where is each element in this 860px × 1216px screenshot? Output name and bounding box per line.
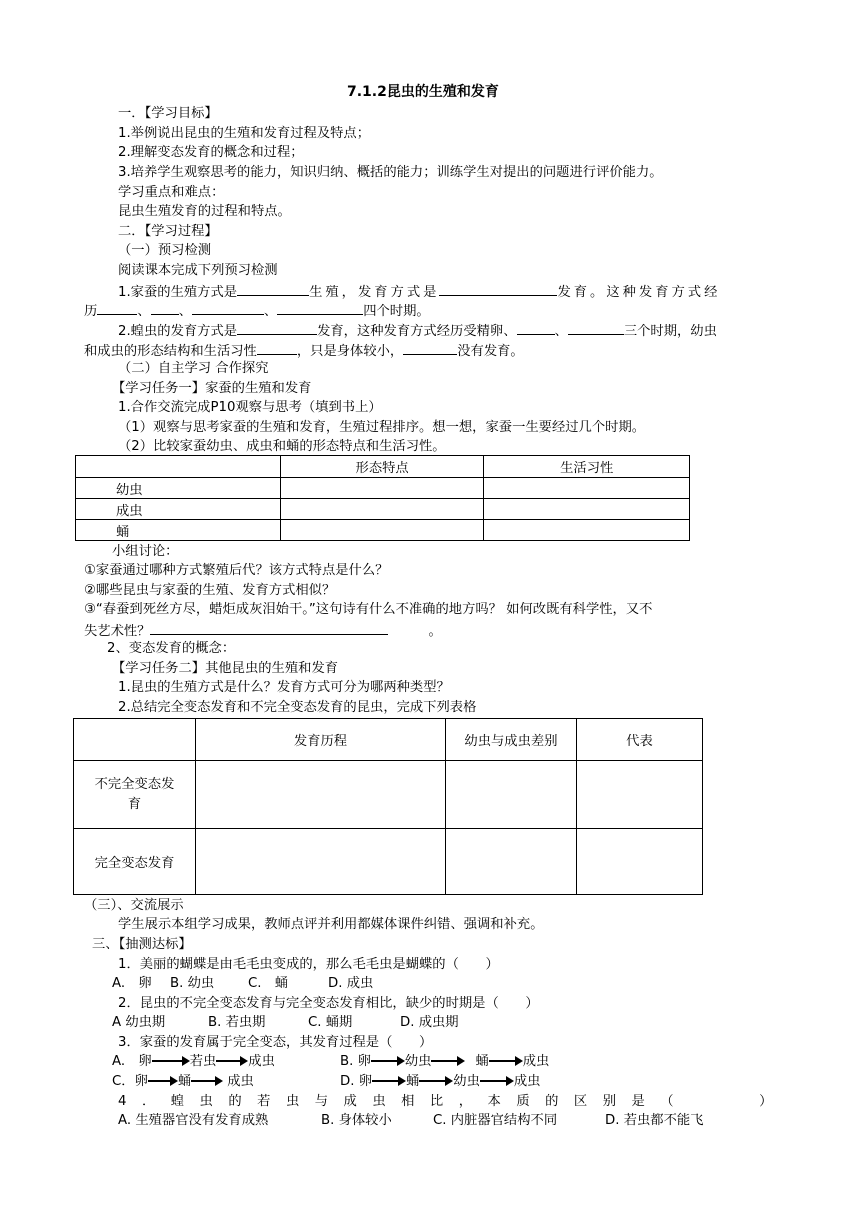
text: 。 [428,624,442,639]
text: 2.蝗虫的发育方式是 [118,324,238,339]
text: 若虫 [189,1054,217,1069]
text: 蛹 [177,1074,192,1089]
option-a[interactable]: A. 卵 [112,976,152,991]
task-1-item: （2）比较家蚕幼虫、成虫和蛹的形态特点和生活习性。 [118,439,446,454]
subsection-cooperative: （二）自主学习 合作探究 [118,361,269,376]
text: 蛹 [406,1074,420,1089]
metamorphosis-table [73,718,703,895]
table-header: 代表 [576,719,702,761]
text: 三个时期，幼虫 [623,324,717,339]
test-question-3: 3．家蚕的发育属于完全变态，其发育过程是（ ） [118,1035,433,1050]
table-cell[interactable] [445,829,576,895]
table-row-label: 完全变态发育 [74,829,196,895]
goal-item: 2.理解变态发育的概念和过程； [118,145,304,160]
table-header: 发育历程 [196,719,446,761]
table-cell[interactable] [280,499,484,520]
answer-blank[interactable] [568,320,624,335]
option-d[interactable]: D. 成虫期 [400,1015,459,1030]
answer-blank[interactable] [439,281,557,296]
test-question-4-options [118,1111,703,1130]
task-1-item: （1）观察与思考家蚕的生殖和发育，生殖过程排序。想一想，家蚕一生要经过几个时期。 [118,420,646,435]
goal-item: 1.举例说出昆虫的生殖和发育过程及特点； [118,126,371,141]
preview-question-1 [118,281,720,302]
answer-blank[interactable] [403,340,457,355]
option-d[interactable]: D. 成虫 [328,976,374,991]
text: 成虫 [522,1054,550,1069]
text: 和成虫的形态结构和生活习性 [84,344,257,359]
text: 蛹 [475,1054,489,1069]
text: 失艺术性？ [84,624,151,639]
test-question-3-option-b[interactable] [340,1052,549,1071]
table-header: 形态特点 [280,456,484,478]
test-question-1: 1．美丽的蝴蝶是由毛毛虫变成的，那么毛毛虫是蝴蝶的（ ） [118,957,499,972]
task-2-heading: 【学习任务二】其他昆虫的生殖和发育 [112,661,339,676]
answer-blank[interactable] [517,320,555,335]
section-heading-goals: 一．【学习目标】 [118,106,218,121]
table-cell[interactable] [445,761,576,829]
text: 、 [137,304,151,319]
option-c[interactable]: C. 蛹期 [308,1015,353,1030]
table-row-label: 蛹 [76,520,281,541]
presentation-text: 学生展示本组学习成果，教师点评并利用都媒体课件纠错、强调和补充。 [118,917,544,932]
text: 幼虫 [453,1074,480,1089]
table-row-label: 幼虫 [76,478,281,499]
preview-question-2-cont [84,340,524,361]
option-a[interactable]: A 幼虫期 [112,1015,166,1030]
preview-question-1-cont [84,300,430,321]
table-cell[interactable] [484,499,690,520]
concept-prompt: 2、变态发育的概念： [107,641,236,656]
option-b[interactable]: B. 若虫期 [208,1015,266,1030]
table-cell[interactable] [484,520,690,541]
discussion-question: ①家蚕通过哪种方式繁殖后代？该方式特点是什么？ [84,563,389,578]
text: D. 卵 [340,1074,372,1089]
arrow-icon [431,1056,465,1066]
table-cell[interactable] [484,478,690,499]
arrow-icon [148,1076,178,1086]
arrow-icon [480,1076,514,1086]
key-points-label: 学习重点和难点： [118,185,225,200]
text: 发育，这种发育方式经历受精卵、 [317,324,517,339]
task-1-heading: 【学习任务一】家蚕的生殖和发育 [112,381,312,396]
option-b[interactable]: B. 幼虫 [170,976,215,991]
arrow-icon [371,1056,405,1066]
preview-question-2 [118,320,717,341]
table-cell[interactable] [280,478,484,499]
table-header-empty [76,456,281,478]
text: 历 [84,304,98,319]
table-cell[interactable] [576,829,702,895]
subsection-presentation: （三）、交流展示 [84,898,184,913]
test-question-4 [118,1092,788,1111]
arrow-icon [216,1056,248,1066]
option-c[interactable]: C. 内脏器官结构不同 [433,1113,558,1128]
answer-blank[interactable] [150,620,388,635]
goal-item: 3.培养学生观察思考的能力，知识归纳、概括的能力；训练学生对提出的问题进行评价能力。 [118,165,663,180]
option-c[interactable]: C. 蛹 [248,976,289,991]
table-cell[interactable] [196,761,446,829]
text: 生殖，发育方式是 [309,285,440,300]
silkworm-comparison-table [75,455,690,541]
answer-blank[interactable] [192,300,264,315]
page-title: 7.1.2昆虫的生殖和发育 [347,84,499,100]
table-row-label: 成虫 [76,499,281,520]
text: ，只是身体较小， [296,344,404,359]
arrow-icon [419,1076,453,1086]
discussion-question: ②哪些昆虫与家蚕的生殖、发育方式相似？ [84,583,336,598]
text: C．卵 [112,1074,148,1089]
answer-blank[interactable] [237,320,317,335]
text: 、 [554,324,568,339]
test-question-1-options [112,974,373,993]
table-cell[interactable] [576,761,702,829]
test-question-3-option-d[interactable] [340,1072,540,1091]
text: 发育。这种发育方式经 [557,285,721,300]
preview-intro: 阅读课本完成下列预习检测 [118,263,278,278]
table-header-empty [74,719,196,761]
subsection-preview: （一）预习检测 [118,243,212,258]
answer-blank[interactable] [277,300,363,315]
arrow-icon [489,1056,523,1066]
arrow-icon [152,1056,190,1066]
discussion-question-cont [84,620,442,641]
section-heading-test: 三、【抽测达标】 [92,937,192,952]
test-question-3-option-a[interactable] [112,1052,275,1071]
test-question-2: 2．昆虫的不完全变态发育与完全变态发育相比，缺少的时期是（ ） [118,996,539,1011]
text: 、 [178,304,192,319]
answer-blank[interactable] [151,300,179,315]
text: ） [759,1094,788,1109]
text: 成虫 [248,1054,275,1069]
text: 成虫 [513,1074,541,1089]
discussion-label: 小组讨论： [112,544,179,559]
discussion-question: ③“春蚕到死丝方尽，蜡炬成灰泪始干。”这句诗有什么不准确的地方吗？ 如何改既有科学性，又不 [84,602,653,617]
text: 1.家蚕的生殖方式是 [118,285,238,300]
table-cell[interactable] [280,520,484,541]
option-d[interactable]: D. 若虫都不能飞 [605,1113,704,1128]
table-header: 幼虫与成虫差别 [445,719,576,761]
task-1-item: 1.合作交流完成P10观察与思考（填到书上） [118,400,382,415]
task-2-item: 1.昆虫的生殖方式是什么？发育方式可分为哪两种类型？ [118,680,450,695]
option-b[interactable]: B. 身体较小 [321,1113,392,1128]
text: 幼虫 [404,1054,432,1069]
key-points-text: 昆虫生殖发育的过程和特点。 [118,204,291,219]
text: 四个时期。 [363,304,430,319]
text: 育 [127,796,142,812]
table-header: 生活习性 [484,456,690,478]
section-heading-process: 二．【学习过程】 [118,224,218,239]
arrow-icon [191,1076,223,1086]
table-row-label [74,761,196,829]
text: 没有发育。 [457,344,524,359]
text: 不完全变态发 [94,776,175,792]
test-question-3-option-c[interactable] [112,1072,254,1091]
test-question-2-options [112,1013,459,1032]
text: 、 [263,304,278,319]
option-a[interactable]: A. 生殖器官没有发育成熟 [118,1113,269,1128]
answer-blank[interactable] [257,340,297,355]
arrow-icon [372,1076,406,1086]
text: B. 卵 [340,1054,371,1069]
text: 4．蝗虫的若虫与成虫相比，本质的区别是（ [118,1094,690,1109]
task-2-item: 2.总结完全变态发育和不完全变态发育的昆虫，完成下列表格 [118,700,477,715]
answer-blank[interactable] [97,300,137,315]
text: 成虫 [227,1074,254,1089]
text: A. 卵 [112,1054,152,1069]
answer-blank[interactable] [237,281,309,296]
table-cell[interactable] [196,829,446,895]
